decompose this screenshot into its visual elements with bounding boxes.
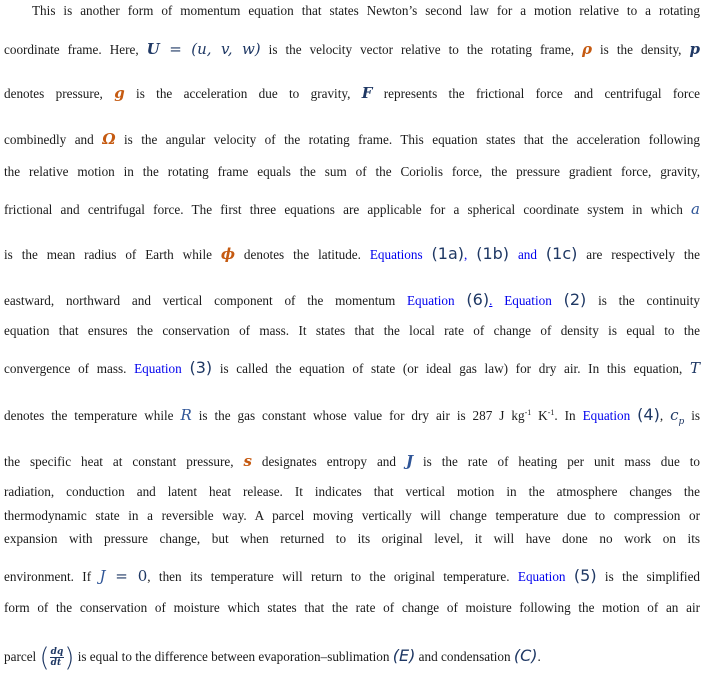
- equation-3-number[interactable]: (3): [189, 358, 213, 377]
- text: radiation, conduction and latent heat release. It indicates that vertical motion in the atmosphere changes the: [4, 484, 700, 499]
- text: is the acceleration due to gravity,: [124, 86, 362, 101]
- text: This is another form of momentum equation that states Newton’s second law for a motion relative to a rotating: [32, 3, 700, 18]
- text: is the continuity: [586, 293, 701, 308]
- text: the relative motion in the rotating frame equals the sum of the Coriolis force, the pressure gradient force, gravity,: [4, 164, 700, 179]
- text: is the rate of heating per unit mass due to: [413, 454, 700, 469]
- fraction-denominator: dt: [50, 658, 62, 669]
- equation-6-number[interactable]: (6): [466, 290, 490, 309]
- equation-1c-link[interactable]: (1c): [545, 244, 578, 263]
- text: parcel: [4, 649, 40, 664]
- paragraph-line-18: [4, 642, 700, 673]
- paragraph-line-12: [4, 451, 700, 472]
- text: . In: [554, 408, 583, 423]
- paragraph-line-2: [4, 39, 700, 60]
- right-paren: ): [64, 642, 75, 673]
- math-equals-zero: = 0: [105, 567, 148, 585]
- math-g: g: [114, 84, 125, 102]
- paragraph-line-9: [4, 321, 700, 341]
- text: denotes pressure,: [4, 86, 115, 101]
- equation-2-link[interactable]: [504, 290, 587, 309]
- text: , then its temperature will return to the original temperature.: [147, 569, 518, 584]
- equation-4-link[interactable]: [582, 405, 660, 424]
- text: the specific heat at constant pressure,: [4, 454, 244, 469]
- superscript: -1: [547, 408, 555, 417]
- math-R: R: [180, 406, 192, 424]
- paragraph-line-3: [4, 83, 700, 104]
- equations-link[interactable]: Equations: [369, 247, 423, 262]
- text: is the mean radius of Earth while: [4, 247, 221, 262]
- text: is the angular velocity of the rotating frame. This equation states that the acceleration following: [115, 132, 700, 147]
- text: designates entropy and: [251, 454, 406, 469]
- paragraph-line-5: [4, 162, 700, 182]
- text: represents the frictional force and centrifugal force: [372, 86, 700, 101]
- paragraph-line-13: [4, 482, 700, 502]
- left-paren: (: [39, 642, 50, 673]
- text: is the velocity vector relative to the rotating frame,: [260, 42, 583, 57]
- text: is the simplified: [596, 569, 701, 584]
- math-cp: [670, 406, 685, 427]
- text: frictional and centrifugal force. The first three equations are applicable for a spherical coordinate system in which: [4, 202, 692, 217]
- paragraph-line-6: [4, 199, 700, 220]
- math-equals: =: [159, 40, 192, 58]
- math-C: (C): [513, 646, 538, 665]
- equation-5-link[interactable]: [517, 566, 597, 585]
- link-text[interactable]: Equation: [582, 408, 631, 423]
- text: is called the equation of state (or ideal gas law) for dry air. In this equation,: [212, 361, 690, 376]
- text: and condensation: [415, 649, 514, 664]
- paragraph-line-7: [4, 244, 700, 265]
- math-p: p: [689, 40, 700, 58]
- text: eastward, northward and vertical component of the momentum: [4, 293, 407, 308]
- math-U: U: [146, 40, 160, 58]
- superscript: -1: [524, 408, 532, 417]
- text: equation that ensures the conservation of mass. It states that the local rate of change of density is equal to the: [4, 323, 700, 338]
- link-text[interactable]: Equation: [504, 293, 552, 308]
- link-text[interactable]: Equation: [517, 569, 566, 584]
- equation-5-number[interactable]: (5): [573, 566, 597, 585]
- math-a: a: [691, 200, 700, 218]
- equation-1b-link[interactable]: (1b): [476, 244, 510, 263]
- paragraph-line-14: [4, 506, 700, 526]
- paragraph-line-17: [4, 598, 700, 618]
- text: .: [489, 293, 493, 308]
- math-c: c: [670, 406, 679, 424]
- math-E: (E): [392, 646, 416, 665]
- text: thermodynamic state in a reversible way. A parcel moving vertically will change temperature due to compression or: [4, 508, 700, 523]
- math-rho: ρ: [582, 40, 593, 58]
- paragraph-line-16: [4, 566, 700, 587]
- math-s: s: [243, 452, 252, 470]
- fraction-numerator: dq: [50, 647, 64, 658]
- text: coordinate frame. Here,: [4, 42, 147, 57]
- equation-4-number[interactable]: (4): [637, 405, 660, 424]
- text: is: [684, 408, 700, 423]
- link-text[interactable]: Equation: [407, 293, 455, 308]
- math-omega: Ω: [102, 130, 116, 148]
- text: combinedly and: [4, 132, 103, 147]
- math-J: J: [405, 452, 414, 470]
- equation-1a-link[interactable]: (1a): [431, 244, 464, 263]
- math-T: T: [690, 359, 701, 377]
- text: ,: [464, 247, 468, 262]
- math-F: F: [361, 84, 373, 102]
- text: convergence of mass.: [4, 361, 135, 376]
- text: denotes the latitude.: [235, 247, 370, 262]
- paragraph-line-11: [4, 403, 700, 432]
- equation-6-link[interactable]: [407, 290, 490, 309]
- math-J: J: [99, 567, 106, 585]
- paragraph-line-1: [32, 1, 700, 21]
- text: is equal to the difference between evaporation–sublimation: [74, 649, 393, 664]
- equation-2-number[interactable]: (2): [563, 290, 587, 309]
- paragraph-line-4: [4, 129, 700, 150]
- paragraph-line-15: [4, 529, 700, 549]
- paragraph-line-8: [4, 290, 700, 311]
- text: environment. If: [4, 569, 100, 584]
- text: is the density,: [592, 42, 690, 57]
- math-phi: ϕ: [220, 245, 235, 263]
- math-fraction-dq-dt: [50, 647, 65, 668]
- math-subscript-p: p: [678, 417, 685, 427]
- math-velocity-tuple: (u, v, w): [191, 40, 261, 58]
- text: ,: [659, 408, 671, 423]
- text: K: [531, 408, 548, 423]
- and-link-text[interactable]: and: [517, 247, 537, 262]
- text: denotes the temperature while: [4, 408, 181, 423]
- paragraph-line-10: [4, 358, 700, 379]
- text: expansion with pressure change, but when returned to its original level, it will have done no work on its: [4, 531, 700, 546]
- equation-3-link[interactable]: [134, 358, 213, 377]
- text: are respectively the: [577, 247, 700, 262]
- text: is the gas constant whose value for dry air is 287 J kg: [191, 408, 525, 423]
- text: form of the conservation of moisture which states that the rate of change of moisture following the motion of an air: [4, 600, 700, 615]
- text: .: [537, 649, 541, 664]
- link-text[interactable]: Equation: [134, 361, 182, 376]
